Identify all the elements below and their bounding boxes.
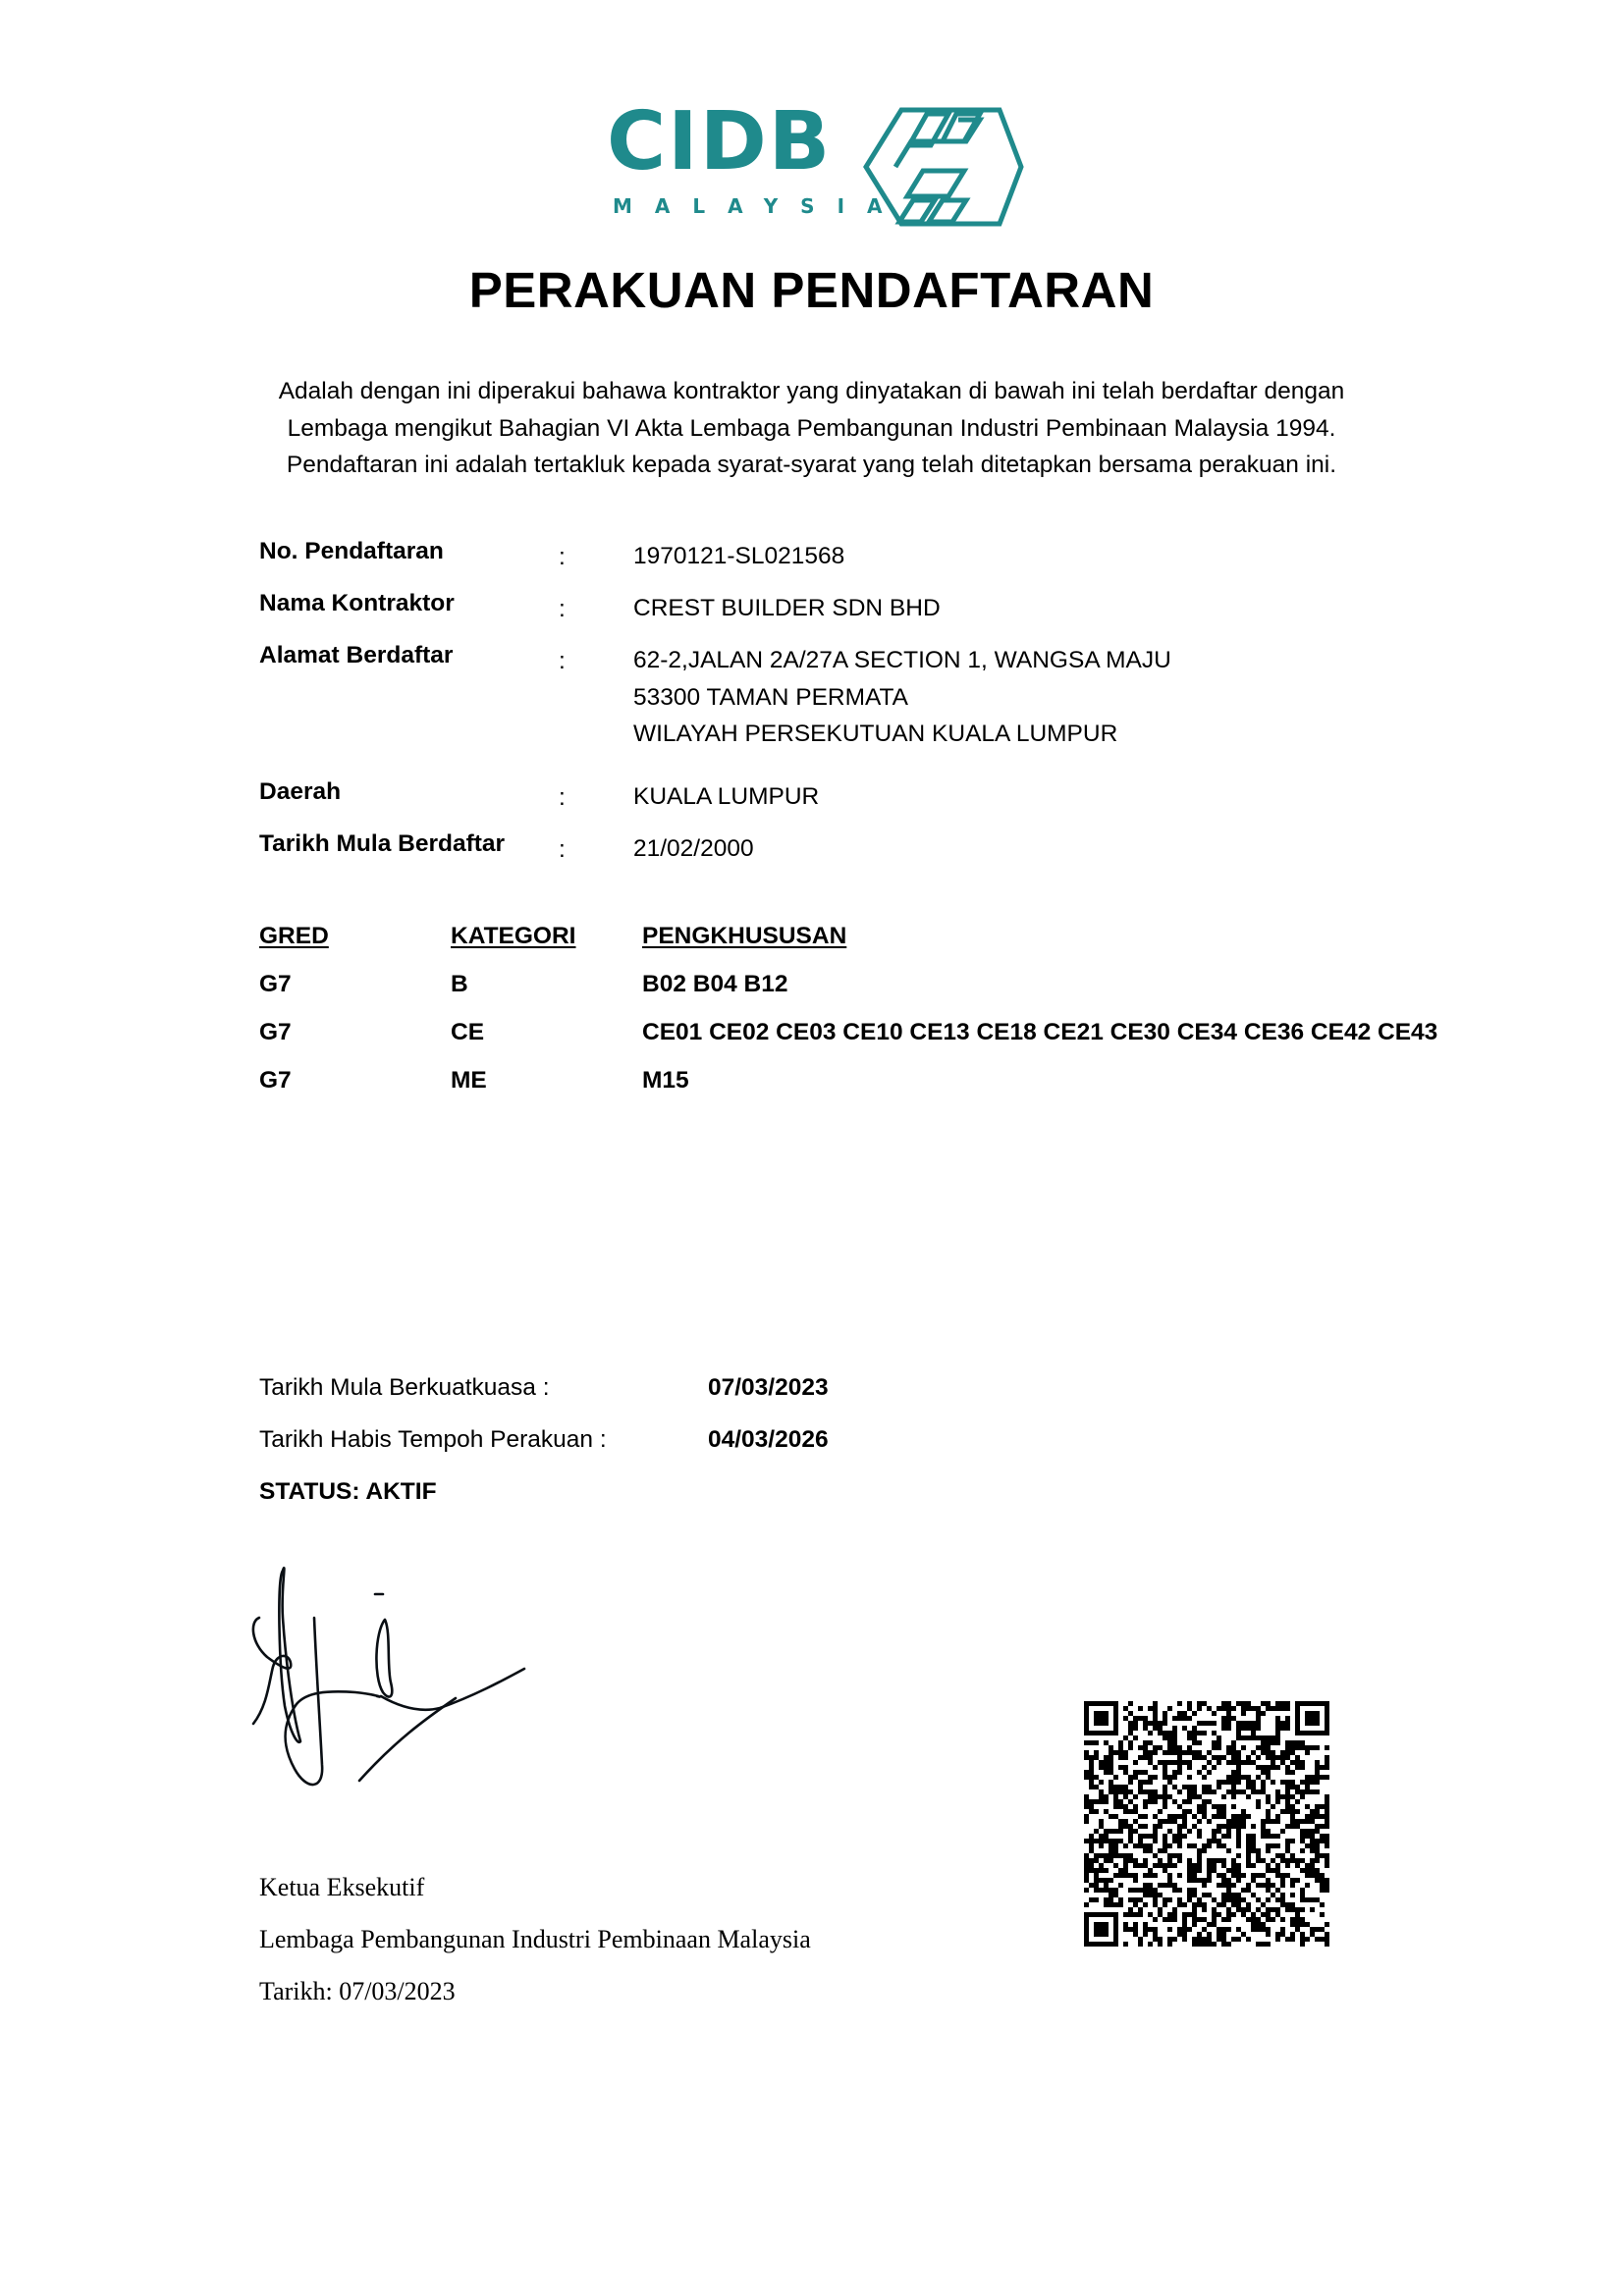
detail-separator: :	[559, 836, 566, 863]
address-line: WILAYAH PERSEKUTUAN KUALA LUMPUR	[633, 721, 1118, 747]
detail-label: Nama Kontraktor	[259, 590, 455, 616]
effective-date-value: 07/03/2023	[708, 1374, 829, 1401]
grade-cell: G7	[259, 1067, 292, 1094]
detail-value	[633, 642, 1171, 753]
table-row	[259, 1019, 1487, 1067]
detail-value: KUALA LUMPUR	[633, 783, 820, 810]
signatory-organization: Lembaga Pembangunan Industri Pembinaan Malaysia	[259, 1925, 811, 1953]
intro-line: Adalah dengan ini diperakui bahawa kontraktor yang dinyatakan di bawah ini telah berdaftar dengan	[278, 378, 1345, 404]
specialization-cell: M15	[642, 1067, 689, 1094]
detail-label: Tarikh Mula Berdaftar	[259, 830, 506, 857]
detail-label: Daerah	[259, 778, 342, 805]
detail-label: No. Pendaftaran	[259, 538, 444, 564]
expiry-date-row	[259, 1426, 947, 1478]
specialization-cell: CE01 CE02 CE03 CE10 CE13 CE18 CE21 CE30 CE34 CE36 CE42 CE43	[642, 1019, 1438, 1045]
detail-contractor-name	[259, 590, 1437, 642]
detail-label: Alamat Berdaftar	[259, 642, 454, 668]
table-row	[259, 971, 1487, 1019]
detail-registration-start	[259, 830, 1437, 882]
detail-value: CREST BUILDER SDN BHD	[633, 595, 941, 621]
column-header-grade: GRED	[259, 923, 329, 949]
category-cell: ME	[451, 1067, 487, 1094]
column-header-category: KATEGORI	[451, 923, 576, 949]
intro-line: Lembaga mengikut Bahagian VI Akta Lembaga Pembangunan Industri Pembinaan Malaysia 1994.	[287, 414, 1336, 442]
detail-address	[259, 642, 1437, 778]
table-row	[259, 1067, 1487, 1115]
category-cell: B	[451, 971, 468, 997]
detail-separator: :	[559, 544, 566, 570]
signatory-title: Ketua Eksekutif	[259, 1873, 425, 1901]
grade-cell: G7	[259, 971, 292, 997]
detail-value: 1970121-SL021568	[633, 543, 845, 569]
signature-date: Tarikh: 07/03/2023	[259, 1977, 456, 2005]
registration-details	[259, 538, 1437, 882]
validity-section	[259, 1374, 947, 1530]
detail-separator: :	[559, 784, 566, 811]
address-line: 62-2,JALAN 2A/27A SECTION 1, WANGSA MAJU	[633, 647, 1171, 673]
expiry-date-value: 04/03/2026	[708, 1426, 829, 1453]
category-cell: CE	[451, 1019, 485, 1045]
grade-cell: G7	[259, 1019, 292, 1045]
grades-header-row	[259, 923, 1487, 971]
specialization-cell: B02 B04 B12	[642, 971, 788, 997]
detail-registration-no	[259, 538, 1437, 590]
detail-district	[259, 778, 1437, 830]
grades-table	[259, 923, 1487, 1115]
intro-line: Pendaftaran ini adalah tertakluk kepada syarat-syarat yang telah ditetapkan bersama perakuan ini.	[286, 452, 1337, 478]
status-badge: STATUS: AKTIF	[259, 1478, 437, 1505]
column-header-specialization: PENGKHUSUSAN	[642, 923, 847, 949]
logo-subtitle: MALAYSIA	[613, 194, 905, 218]
detail-separator: :	[559, 648, 566, 674]
detail-separator: :	[559, 596, 566, 622]
effective-date-label: Tarikh Mula Berkuatkuasa :	[259, 1374, 550, 1401]
address-line: 53300 TAMAN PERMATA	[633, 683, 909, 711]
logo-wordmark: CIDB	[607, 95, 833, 188]
handwritten-signature-icon	[247, 1559, 542, 1794]
effective-date-row	[259, 1374, 947, 1426]
qr-code-icon[interactable]	[1084, 1701, 1329, 1947]
cidb-logo	[607, 95, 1029, 230]
expiry-date-label: Tarikh Habis Tempoh Perakuan :	[259, 1426, 607, 1453]
page-title: PERAKUAN PENDAFTARAN	[468, 262, 1155, 318]
detail-value: 21/02/2000	[633, 835, 754, 862]
signatory-block	[259, 1861, 811, 2017]
cidb-hexagon-emblem-icon	[858, 106, 1025, 228]
intro-paragraph	[196, 373, 1427, 484]
